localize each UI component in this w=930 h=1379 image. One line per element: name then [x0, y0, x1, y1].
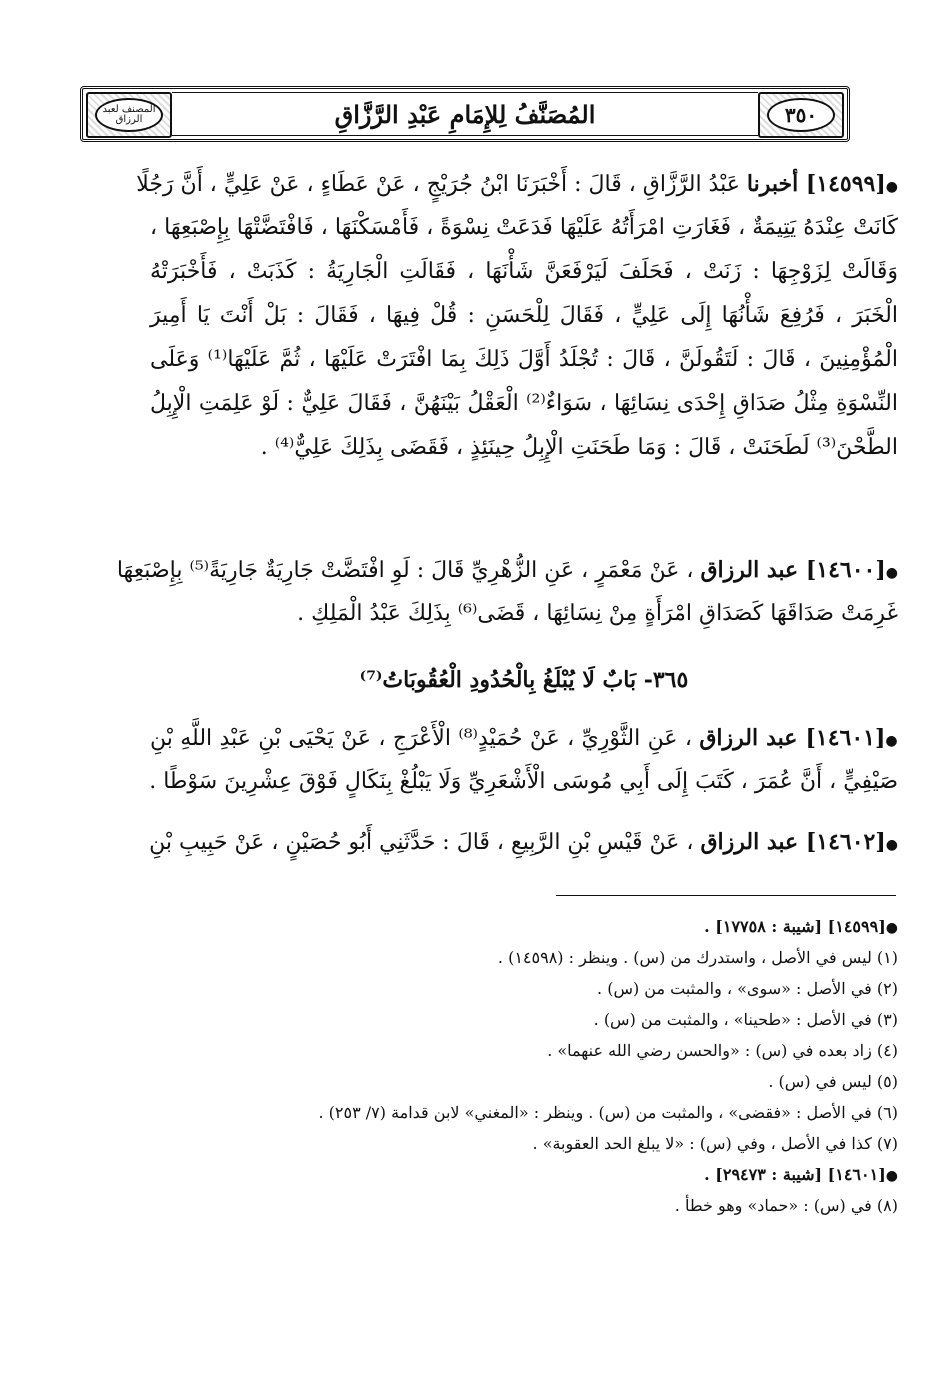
hadith-14602 — [150, 820, 898, 864]
page-header — [80, 86, 850, 142]
hadith-line: وَقَالَتْ لِزَوْجِهَا : زَنَتْ ، فَحَلَفَ لَيَرْفَعَنَّ شَأْنَهَا ، فَقَالَتِ الْجَارِيَةُ : كَذَبَتْ ، فَأَخْبَرَتْهُ — [150, 259, 898, 284]
footnote-2: (٢) في الأصل : «سوى» ، والمثبت من (س) . — [597, 979, 898, 998]
footnote-4: (٤) زاد بعده في (س) : «والحسن رضي الله عنهما» . — [547, 1041, 898, 1060]
hadith-14601 — [150, 716, 898, 804]
hadith-line: ، عَنِ الثَّوْرِيِّ ، عَنْ حُمَيْدٍ⁽⁸⁾ الْأَعْرَجِ ، عَنْ يَحْيَى بْنِ عَبْدِ اللَّهِ بْنِ — [150, 726, 692, 751]
hadith-line: النِّسْوَةِ مِثْلُ صَدَاقِ إِحْدَى نِسَائِهَا ، سَوَاءٌ⁽²⁾ الْعَقْلُ بَيْنَهُنَّ ، فَقَالَ عَلِيٌّ : لَوْ عَلِمَتِ الْإِبِلُ — [150, 391, 898, 416]
footnote-1: (١) ليس في الأصل ، واستدرك من (س) . وينظر : (١٤٥٩٨) . — [497, 948, 898, 967]
hadith-line: كَانَتْ عِنْدَهُ يَتِيمَةٌ ، فَغَارَتِ امْرَأَتُهُ عَلَيْهَا فَدَعَتْ نِسْوَةً ، فَأَمْسَكْنَهَا ، فَافْتَضَّتْهَا بِإِصْبَعِهَا ، — [150, 215, 898, 240]
footnote-6: (٦) في الأصل : «فقضى» ، والمثبت من (س) . وينظر : «المغني» لابن قدامة (٧/ ٢٥٣) . — [318, 1103, 898, 1122]
hadith-line: غَرِمَتْ صَدَاقَهَا كَصَدَاقِ امْرَأَةٍ مِنْ نِسَائِهَا ، قَضَى⁽⁶⁾ بِذَلِكَ عَبْدُ الْمَلِكِ . — [297, 601, 898, 626]
hadith-line: الْخَبَرَ ، فَرُفِعَ شَأْنُهَا إِلَى عَلِيٍّ ، فَقَالَ لِلْحَسَنِ : قُلْ فِيهَا ، فَقَالَ : بَلْ أَنْتَ يَا أَمِيرَ — [150, 303, 898, 328]
hadith-line: الطَّحْنَ⁽³⁾ لَطَحَنَتْ ، قَالَ : وَمَا طَحَنَتِ الْإِبِلُ حِينَئِذٍ ، فَقَضَى بِذَلِكَ عَلِيٌّ⁽⁴⁾ . — [260, 435, 898, 460]
footnote-text: [١٤٥٩٩] [شيبة : ١٧٧٥٨] . — [704, 917, 886, 936]
footnote-text: [١٤٦٠١] [شيبة : ٢٩٤٧٣] . — [704, 1165, 886, 1184]
bullet-icon: ● — [885, 733, 898, 749]
footnote-8: (٨) في (س) : «حماد» وهو خطأ . — [674, 1196, 898, 1215]
hadith-line: ، عَنْ مَعْمَرٍ ، عَنِ الزُّهْرِيِّ قَالَ : لَوِ افْتَضَّتْ جَارِيَةٌ جَارِيَةً⁽⁵⁾ بِإِصْبَعِهَا — [116, 558, 694, 583]
bullet-icon: ● — [885, 1168, 898, 1184]
seal-text: المصنف لعبد الرزاق — [95, 98, 163, 132]
bullet-icon: ● — [885, 565, 898, 581]
footnote-divider — [556, 895, 896, 896]
footnote-reference — [150, 1159, 898, 1190]
bullet-icon: ● — [885, 920, 898, 936]
hadith-line: صَيْفِيٍّ ، أَنَّ عُمَرَ ، كَتَبَ إِلَى أَبِي مُوسَى الْأَشْعَرِيِّ وَلَا يَبْلُغْ بِنَكَالٍ فَوْقَ عِشْرِينَ سَوْطًا . — [149, 769, 898, 794]
hadith-number: [١٤٦٠١] عبد الرزاق — [699, 725, 886, 751]
hadith-14600 — [116, 548, 898, 636]
hadith-line: عَبْدُ الرَّزَّاقِ ، قَالَ : أَخْبَرَنَا ابْنُ جُرَيْجٍ ، عَنْ عَطَاءٍ ، عَنْ عَلِيٍّ ، أَنَّ رَجُلًا — [136, 172, 740, 197]
footnote-7: (٧) كذا في الأصل ، وفي (س) : «لا يبلغ الحد العقوبة» . — [532, 1134, 898, 1153]
hadith-number: [١٤٥٩٩] أخبرنا — [746, 171, 886, 197]
page-number-ornament — [758, 92, 844, 138]
footnote-reference — [150, 911, 898, 942]
chapter-title: ٣٦٥- بَابٌ لَا يُبْلَغُ بِالْحُدُودِ الْعُقُوبَاتُ⁽⁷⁾ — [359, 667, 689, 693]
bullet-icon: ● — [885, 837, 898, 853]
hadith-14599 — [136, 162, 898, 470]
footnotes — [150, 911, 898, 1221]
seal-ornament-icon — [86, 92, 172, 138]
footnote-5: (٥) ليس في (س) . — [768, 1072, 898, 1091]
hadith-number: [١٤٦٠٠] عبد الرزاق — [700, 557, 886, 583]
book-title: المُصَنَّفُ لِلإِمَامِ عَبْدِ الرَّزَّاقِ — [334, 99, 596, 129]
hadith-line: ، عَنْ قَيْسِ بْنِ الرَّبِيعِ ، قَالَ : حَدَّثَنِي أَبُو حُصَيْنٍ ، عَنْ حَبِيبِ بْنِ — [149, 830, 694, 855]
footnote-3: (٣) في الأصل : «طحينا» ، والمثبت من (س) . — [593, 1010, 898, 1029]
bullet-icon: ● — [885, 179, 898, 195]
hadith-line: الْمُؤْمِنِينَ ، قَالَ : لَتَقُولَنَّ ، قَالَ : تُجْلَدُ أَوَّلَ ذَلِكَ بِمَا افْتَرَتْ عَلَيْهَا ، ثُمَّ عَلَيْهَا⁽¹⁾ وَعَلَى — [150, 347, 898, 372]
page-number: ٣٥٠ — [767, 98, 835, 132]
hadith-number: [١٤٦٠٢] عبد الرزاق — [700, 829, 886, 855]
